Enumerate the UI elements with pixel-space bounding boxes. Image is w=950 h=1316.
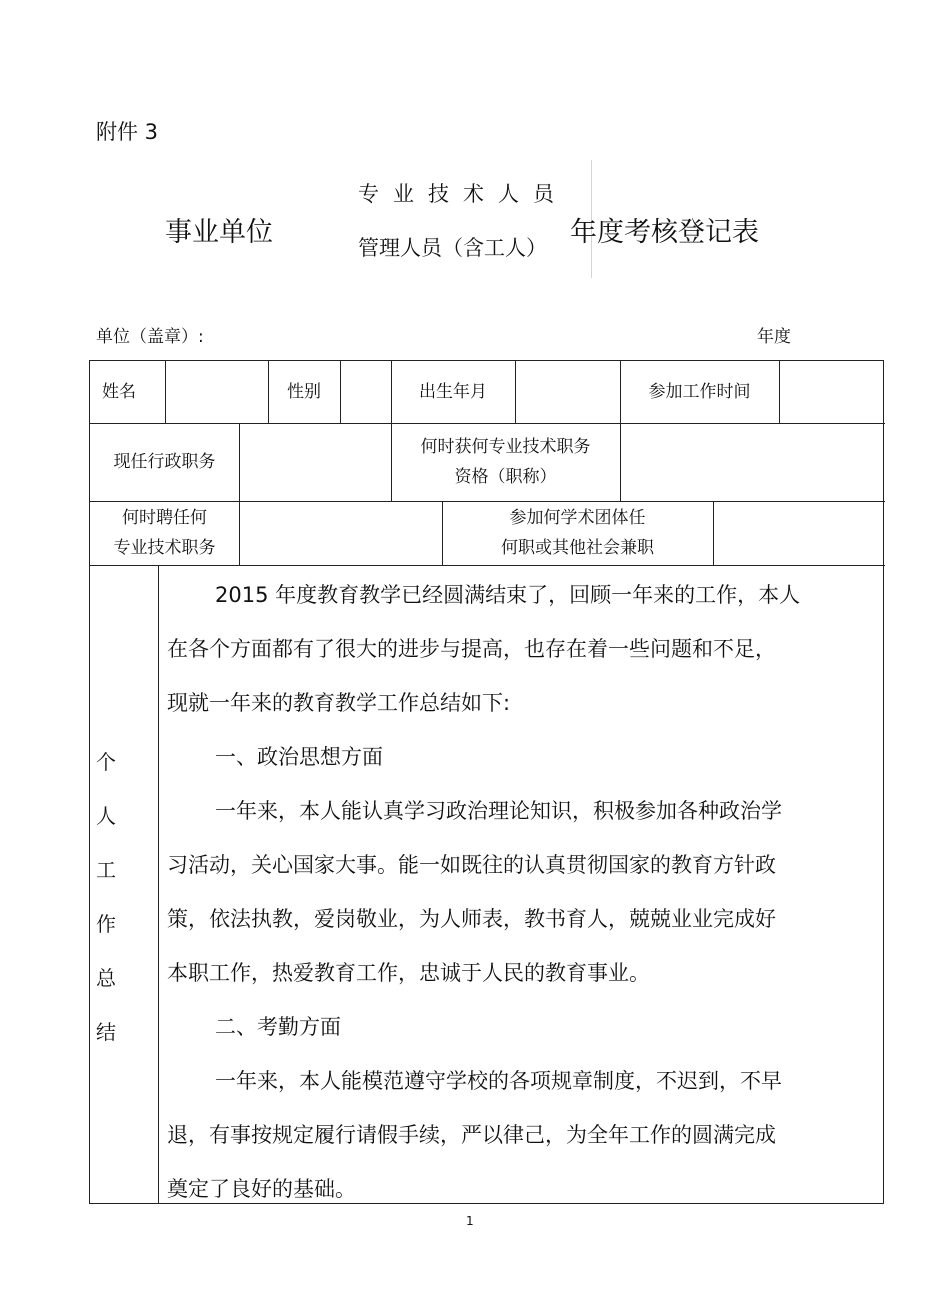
title-form-name: 年度考核登记表 <box>570 217 759 248</box>
page-number: 1 <box>466 1214 474 1228</box>
summary-line: 本职工作，热爱教育工作，忠诚于人民的教育事业。 <box>167 961 650 985</box>
summary-line: 策，依法执教，爱岗敬业，为人师表，教书育人，兢兢业业完成好 <box>167 907 776 931</box>
admin-post-value[interactable] <box>239 423 391 501</box>
summary-label-char: 工 <box>96 858 116 882</box>
summary-heading-politics: 一、政治思想方面 <box>215 745 383 769</box>
summary-line: 一年来，本人能认真学习政治理论知识，积极参加各种政治学 <box>215 799 782 823</box>
personal-work-summary <box>167 568 857 1216</box>
col-divider <box>158 565 159 1203</box>
work-start-label: 参加工作时间 <box>648 382 751 402</box>
summary-label-char: 人 <box>96 804 116 828</box>
appointment-value[interactable] <box>239 501 442 565</box>
summary-line: 习活动，关心国家大事。能一如既往的认真贯彻国家的教育方针政 <box>167 853 776 877</box>
summary-heading-attendance: 二、考勤方面 <box>215 1015 341 1039</box>
summary-label-char: 总 <box>96 966 116 990</box>
summary-label-char: 作 <box>96 912 116 936</box>
name-label: 姓名 <box>102 382 136 402</box>
academic-value[interactable] <box>713 501 885 565</box>
academic-label-line1: 参加何学术团体任 <box>509 508 646 528</box>
birth-value[interactable] <box>515 361 620 423</box>
attachment-label: 附件 3 <box>96 120 159 144</box>
qualification-label-line2: 资格（职称） <box>454 467 557 487</box>
qualification-label <box>391 423 620 501</box>
title-staff-type-management: 管理人员（含工人） <box>358 236 547 260</box>
admin-post-label: 现任行政职务 <box>113 452 216 472</box>
summary-label-char: 结 <box>96 1020 116 1044</box>
academic-label <box>442 501 713 565</box>
summary-line: 退，有事按规定履行请假手续，严以律己，为全年工作的圆满完成 <box>167 1123 776 1147</box>
summary-line: 在各个方面都有了很大的进步与提高，也存在着一些问题和不足， <box>167 637 776 661</box>
summary-line: 2015 年度教育教学已经圆满结束了，回顾一年来的工作，本人 <box>215 583 801 607</box>
summary-line: 奠定了良好的基础。 <box>167 1177 356 1201</box>
name-value[interactable] <box>165 361 268 423</box>
summary-label-char: 个 <box>96 750 116 774</box>
title-staff-type-technical: 专业技术人员 <box>358 182 568 206</box>
summary-line: 一年来，本人能模范遵守学校的各项规章制度，不迟到，不早 <box>215 1069 782 1093</box>
qualification-label-line1: 何时获何专业技术职务 <box>420 437 591 457</box>
summary-line: 现就一年来的教育教学工作总结如下: <box>167 691 511 715</box>
row-divider <box>90 565 885 566</box>
title-unit-type: 事业单位 <box>165 217 273 248</box>
work-start-value[interactable] <box>779 361 885 423</box>
gender-value[interactable] <box>340 361 391 423</box>
gender-label: 性别 <box>287 382 321 402</box>
qualification-value[interactable] <box>620 423 885 501</box>
academic-label-line2: 何职或其他社会兼职 <box>501 538 654 558</box>
summary-label <box>96 735 116 1059</box>
appointment-label-line2: 专业技术职务 <box>113 538 216 558</box>
birth-label: 出生年月 <box>419 382 487 402</box>
year-label: 年度 <box>757 327 791 347</box>
unit-seal-label: 单位（盖章）: <box>96 327 204 347</box>
appointment-label-line1: 何时聘任何 <box>122 508 207 528</box>
appointment-label <box>90 501 239 565</box>
